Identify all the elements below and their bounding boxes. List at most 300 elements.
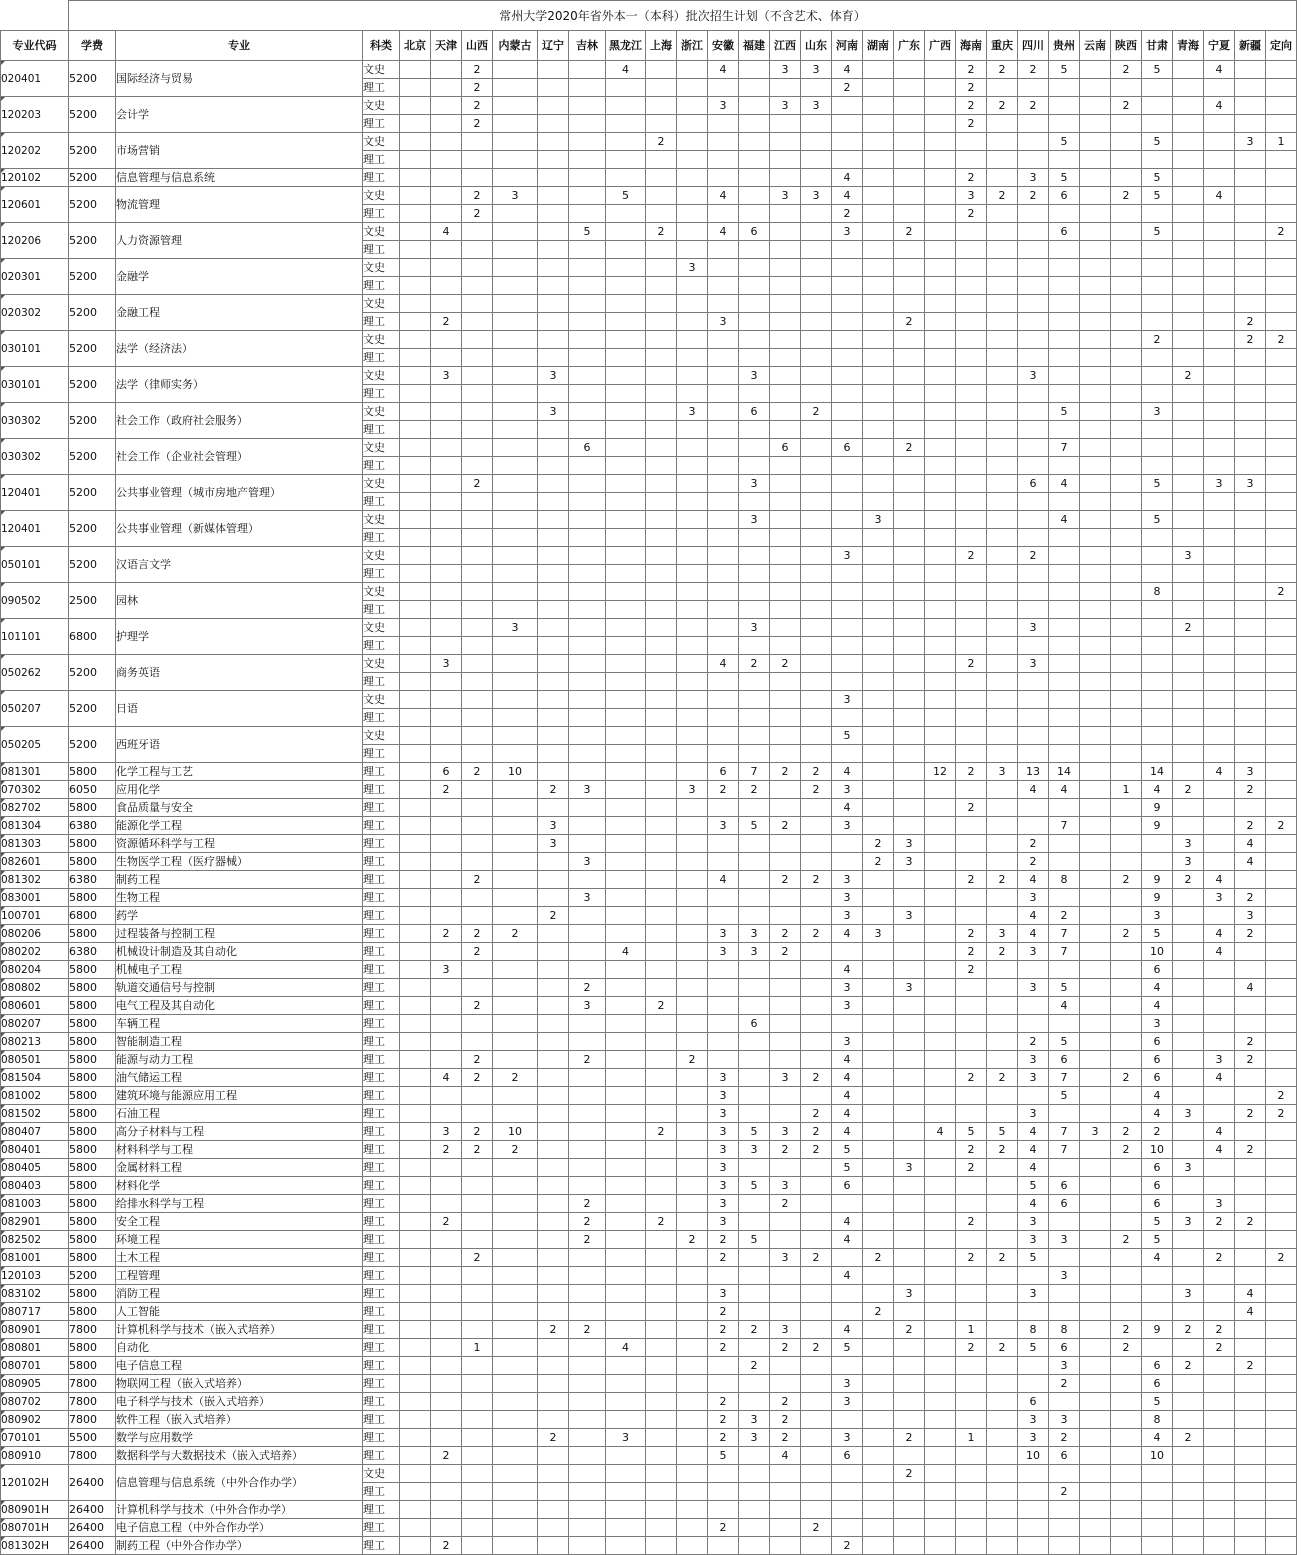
quota-cell xyxy=(832,1285,863,1303)
quota-cell: 6 xyxy=(739,403,770,421)
quota-cell: 5 xyxy=(1018,1249,1049,1267)
quota-cell xyxy=(863,655,894,673)
major-code-cell: 080501 xyxy=(1,1051,69,1069)
quota-cell xyxy=(1173,187,1204,205)
quota-cell xyxy=(677,493,708,511)
quota-cell: 2 xyxy=(894,1321,925,1339)
table-row xyxy=(1,133,1297,151)
quota-cell: 4 xyxy=(1018,1123,1049,1141)
quota-cell xyxy=(987,997,1018,1015)
quota-cell: 2 xyxy=(462,205,493,223)
tuition-cell: 7800 xyxy=(69,1447,116,1465)
quota-cell xyxy=(462,349,493,367)
quota-cell xyxy=(538,61,569,79)
quota-cell xyxy=(677,277,708,295)
table-row xyxy=(1,295,1297,313)
quota-cell xyxy=(956,781,987,799)
quota-cell xyxy=(770,1267,801,1285)
major-code-cell: 090502 xyxy=(1,583,69,619)
quota-cell xyxy=(606,907,646,925)
quota-cell xyxy=(1173,97,1204,115)
table-row xyxy=(1,961,1297,979)
quota-cell xyxy=(493,1015,538,1033)
quota-cell: 2 xyxy=(863,1303,894,1321)
quota-cell xyxy=(1018,817,1049,835)
quota-cell: 3 xyxy=(708,1087,739,1105)
quota-cell: 4 xyxy=(832,187,863,205)
quota-cell: 2 xyxy=(956,61,987,79)
quota-cell xyxy=(770,799,801,817)
quota-cell: 5 xyxy=(1018,1339,1049,1357)
quota-cell: 4 xyxy=(1204,763,1235,781)
header-province: 海南 xyxy=(956,31,987,61)
quota-cell: 2 xyxy=(1111,1321,1142,1339)
quota-cell xyxy=(493,151,538,169)
quota-cell: 13 xyxy=(1018,763,1049,781)
category-cell: 理工 xyxy=(363,1087,400,1105)
major-code-cell: 080902 xyxy=(1,1411,69,1429)
quota-cell: 2 xyxy=(770,655,801,673)
category-cell: 理工 xyxy=(363,853,400,871)
quota-cell: 2 xyxy=(894,439,925,457)
quota-cell xyxy=(1266,277,1297,295)
quota-cell xyxy=(646,1015,677,1033)
table-row xyxy=(1,403,1297,421)
quota-cell xyxy=(1204,1105,1235,1123)
quota-cell xyxy=(1142,295,1173,313)
quota-cell xyxy=(987,331,1018,349)
quota-cell xyxy=(832,1249,863,1267)
quota-cell: 3 xyxy=(708,1069,739,1087)
quota-cell xyxy=(1018,331,1049,349)
quota-cell xyxy=(770,835,801,853)
quota-cell xyxy=(1235,673,1266,691)
quota-cell: 2 xyxy=(739,781,770,799)
quota-cell xyxy=(677,907,708,925)
quota-cell xyxy=(987,673,1018,691)
quota-cell xyxy=(894,1177,925,1195)
quota-cell xyxy=(1049,889,1080,907)
quota-cell xyxy=(987,475,1018,493)
quota-cell xyxy=(894,295,925,313)
quota-cell xyxy=(1080,97,1111,115)
quota-cell xyxy=(863,1537,894,1555)
quota-cell xyxy=(1080,511,1111,529)
quota-cell: 1 xyxy=(1111,781,1142,799)
major-code-cell: 081302 xyxy=(1,871,69,889)
quota-cell xyxy=(677,1411,708,1429)
quota-cell: 4 xyxy=(832,1123,863,1141)
quota-cell xyxy=(1235,277,1266,295)
quota-cell xyxy=(1080,529,1111,547)
quota-cell xyxy=(1173,277,1204,295)
quota-cell xyxy=(801,421,832,439)
quota-cell xyxy=(493,1519,538,1537)
quota-cell xyxy=(1080,961,1111,979)
quota-cell: 2 xyxy=(708,1429,739,1447)
quota-cell xyxy=(801,673,832,691)
quota-cell xyxy=(462,1393,493,1411)
quota-cell: 10 xyxy=(1142,1141,1173,1159)
quota-cell xyxy=(1080,421,1111,439)
quota-cell xyxy=(1080,817,1111,835)
quota-cell xyxy=(1173,1411,1204,1429)
quota-cell xyxy=(606,691,646,709)
quota-cell xyxy=(739,385,770,403)
table-row xyxy=(1,259,1297,277)
quota-cell xyxy=(1204,331,1235,349)
table-row xyxy=(1,1285,1297,1303)
quota-cell: 5 xyxy=(739,1231,770,1249)
quota-cell xyxy=(925,673,956,691)
quota-cell xyxy=(1266,1537,1297,1555)
quota-cell xyxy=(493,583,538,601)
quota-cell xyxy=(462,1033,493,1051)
tuition-cell: 6380 xyxy=(69,871,116,889)
quota-cell xyxy=(863,313,894,331)
quota-cell: 4 xyxy=(431,223,462,241)
quota-cell xyxy=(1235,709,1266,727)
major-code-cell: 081303 xyxy=(1,835,69,853)
quota-cell xyxy=(1142,79,1173,97)
quota-cell xyxy=(1080,1051,1111,1069)
quota-cell xyxy=(956,241,987,259)
quota-cell xyxy=(1173,1537,1204,1555)
quota-cell xyxy=(1266,925,1297,943)
quota-cell xyxy=(400,349,431,367)
quota-cell xyxy=(1142,367,1173,385)
title-row xyxy=(1,1,1297,31)
quota-cell xyxy=(739,349,770,367)
quota-cell xyxy=(770,259,801,277)
quota-cell xyxy=(1080,1537,1111,1555)
tuition-cell: 5200 xyxy=(69,97,116,133)
quota-cell xyxy=(677,151,708,169)
quota-cell: 3 xyxy=(956,187,987,205)
quota-cell xyxy=(493,943,538,961)
quota-cell: 3 xyxy=(1235,133,1266,151)
major-code-cell: 080405 xyxy=(1,1159,69,1177)
quota-cell xyxy=(1235,961,1266,979)
quota-cell xyxy=(956,511,987,529)
quota-cell xyxy=(1111,1267,1142,1285)
quota-cell xyxy=(925,601,956,619)
quota-cell xyxy=(400,637,431,655)
quota-cell xyxy=(801,601,832,619)
quota-cell xyxy=(1266,187,1297,205)
quota-cell: 4 xyxy=(1235,1285,1266,1303)
quota-cell xyxy=(431,151,462,169)
quota-cell xyxy=(606,1015,646,1033)
table-row xyxy=(1,907,1297,925)
quota-cell xyxy=(1204,1393,1235,1411)
quota-cell xyxy=(1018,601,1049,619)
quota-cell xyxy=(493,1447,538,1465)
major-name-cell: 食品质量与安全 xyxy=(116,799,363,817)
major-code-cell: 120103 xyxy=(1,1267,69,1285)
quota-cell: 2 xyxy=(770,817,801,835)
quota-cell: 3 xyxy=(1018,1231,1049,1249)
quota-cell: 4 xyxy=(708,223,739,241)
quota-cell: 3 xyxy=(832,979,863,997)
category-cell: 理工 xyxy=(363,493,400,511)
quota-cell xyxy=(606,151,646,169)
major-name-cell: 社会工作（政府社会服务） xyxy=(116,403,363,439)
quota-cell: 3 xyxy=(1173,547,1204,565)
quota-cell xyxy=(431,547,462,565)
category-cell: 理工 xyxy=(363,1519,400,1537)
header-province: 广东 xyxy=(894,31,925,61)
quota-cell xyxy=(1204,1465,1235,1483)
header-category: 科类 xyxy=(363,31,400,61)
major-code-cell: 080601 xyxy=(1,997,69,1015)
quota-cell: 5 xyxy=(832,1339,863,1357)
quota-cell xyxy=(1111,1033,1142,1051)
quota-cell xyxy=(462,241,493,259)
quota-cell xyxy=(1235,367,1266,385)
quota-cell xyxy=(1080,565,1111,583)
table-body xyxy=(1,61,1297,1555)
quota-cell xyxy=(863,133,894,151)
quota-cell: 5 xyxy=(1142,475,1173,493)
quota-cell xyxy=(1266,1429,1297,1447)
quota-cell xyxy=(770,565,801,583)
quota-cell xyxy=(1266,511,1297,529)
quota-cell xyxy=(493,133,538,151)
quota-cell xyxy=(677,331,708,349)
quota-cell xyxy=(770,1087,801,1105)
quota-cell xyxy=(606,853,646,871)
quota-cell xyxy=(739,61,770,79)
quota-cell: 2 xyxy=(1266,223,1297,241)
quota-cell xyxy=(863,1411,894,1429)
quota-cell xyxy=(1080,259,1111,277)
major-code-cell: 081502 xyxy=(1,1105,69,1123)
quota-cell xyxy=(894,331,925,349)
quota-cell xyxy=(1142,727,1173,745)
quota-cell xyxy=(538,943,569,961)
quota-cell: 3 xyxy=(431,655,462,673)
quota-cell xyxy=(400,97,431,115)
quota-cell xyxy=(1235,187,1266,205)
category-cell: 理工 xyxy=(363,925,400,943)
quota-cell xyxy=(863,1195,894,1213)
quota-cell xyxy=(1049,709,1080,727)
quota-cell: 2 xyxy=(987,1339,1018,1357)
quota-cell: 3 xyxy=(832,871,863,889)
quota-cell xyxy=(1111,1105,1142,1123)
major-code-cell: 120601 xyxy=(1,187,69,223)
quota-cell: 2 xyxy=(569,1195,606,1213)
quota-cell xyxy=(606,223,646,241)
quota-cell: 5 xyxy=(1142,223,1173,241)
tuition-cell: 5500 xyxy=(69,1429,116,1447)
quota-cell xyxy=(863,997,894,1015)
quota-cell xyxy=(538,1483,569,1501)
quota-cell: 2 xyxy=(770,1393,801,1411)
quota-cell xyxy=(708,709,739,727)
quota-cell xyxy=(493,1321,538,1339)
table-row xyxy=(1,655,1297,673)
quota-cell xyxy=(493,223,538,241)
quota-cell xyxy=(863,763,894,781)
quota-cell: 1 xyxy=(462,1339,493,1357)
quota-cell xyxy=(863,1105,894,1123)
quota-cell xyxy=(1266,1123,1297,1141)
quota-cell xyxy=(493,97,538,115)
quota-cell xyxy=(400,727,431,745)
major-code-cell: 080702 xyxy=(1,1393,69,1411)
quota-cell xyxy=(739,457,770,475)
quota-cell: 3 xyxy=(832,889,863,907)
quota-cell xyxy=(1080,187,1111,205)
quota-cell xyxy=(925,295,956,313)
quota-cell xyxy=(708,1465,739,1483)
quota-cell xyxy=(832,313,863,331)
quota-cell xyxy=(1111,349,1142,367)
quota-cell xyxy=(538,169,569,187)
quota-cell: 2 xyxy=(569,1231,606,1249)
quota-cell xyxy=(1204,1285,1235,1303)
quota-cell: 2 xyxy=(1111,97,1142,115)
quota-cell xyxy=(894,511,925,529)
quota-cell xyxy=(1266,691,1297,709)
quota-cell xyxy=(832,493,863,511)
quota-cell: 3 xyxy=(1018,1285,1049,1303)
table-row xyxy=(1,1375,1297,1393)
quota-cell: 2 xyxy=(462,115,493,133)
quota-cell xyxy=(569,97,606,115)
quota-cell xyxy=(1111,169,1142,187)
quota-cell xyxy=(677,835,708,853)
major-code-cell: 080905 xyxy=(1,1375,69,1393)
quota-cell: 2 xyxy=(431,781,462,799)
quota-cell: 4 xyxy=(708,187,739,205)
quota-cell: 2 xyxy=(1111,187,1142,205)
quota-cell xyxy=(925,691,956,709)
quota-cell xyxy=(400,565,431,583)
quota-cell: 4 xyxy=(1142,781,1173,799)
quota-cell xyxy=(801,709,832,727)
quota-cell xyxy=(677,169,708,187)
quota-cell xyxy=(1111,295,1142,313)
quota-cell xyxy=(569,259,606,277)
quota-cell xyxy=(400,943,431,961)
quota-cell xyxy=(1204,1033,1235,1051)
quota-cell xyxy=(1018,1501,1049,1519)
quota-cell: 2 xyxy=(462,475,493,493)
quota-cell xyxy=(925,1141,956,1159)
quota-cell xyxy=(925,367,956,385)
quota-cell xyxy=(400,205,431,223)
quota-cell: 9 xyxy=(1142,889,1173,907)
quota-cell xyxy=(1080,673,1111,691)
quota-cell xyxy=(832,745,863,763)
quota-cell xyxy=(925,583,956,601)
quota-cell xyxy=(431,241,462,259)
quota-cell xyxy=(708,565,739,583)
quota-cell xyxy=(739,853,770,871)
quota-cell xyxy=(925,349,956,367)
quota-cell xyxy=(1049,673,1080,691)
quota-cell xyxy=(646,1429,677,1447)
major-code-cell: 080901H xyxy=(1,1501,69,1519)
quota-cell xyxy=(606,1051,646,1069)
quota-cell xyxy=(1111,1087,1142,1105)
quota-cell xyxy=(569,277,606,295)
quota-cell xyxy=(462,781,493,799)
quota-cell: 3 xyxy=(863,511,894,529)
quota-cell xyxy=(677,1339,708,1357)
tuition-cell: 5200 xyxy=(69,295,116,331)
tuition-cell: 6800 xyxy=(69,619,116,655)
quota-cell xyxy=(493,1195,538,1213)
quota-cell: 6 xyxy=(1142,961,1173,979)
quota-cell xyxy=(956,673,987,691)
quota-cell xyxy=(863,691,894,709)
tuition-cell: 5800 xyxy=(69,1123,116,1141)
quota-cell xyxy=(646,889,677,907)
quota-cell xyxy=(646,457,677,475)
quota-cell xyxy=(801,1177,832,1195)
quota-cell: 2 xyxy=(1235,1033,1266,1051)
quota-cell xyxy=(987,619,1018,637)
quota-cell xyxy=(400,1051,431,1069)
quota-cell xyxy=(832,151,863,169)
quota-cell xyxy=(1204,799,1235,817)
quota-cell xyxy=(538,1537,569,1555)
quota-cell xyxy=(462,745,493,763)
category-cell: 理工 xyxy=(363,601,400,619)
major-code-cell: 120206 xyxy=(1,223,69,259)
quota-cell xyxy=(1049,385,1080,403)
quota-cell: 9 xyxy=(1142,799,1173,817)
quota-cell xyxy=(894,1051,925,1069)
quota-cell: 2 xyxy=(1049,1483,1080,1501)
quota-cell: 7 xyxy=(1049,817,1080,835)
quota-cell: 2 xyxy=(462,1123,493,1141)
quota-cell xyxy=(1080,313,1111,331)
quota-cell xyxy=(956,709,987,727)
quota-cell xyxy=(1173,1195,1204,1213)
quota-cell xyxy=(1266,403,1297,421)
major-name-cell: 轨道交通信号与控制 xyxy=(116,979,363,997)
quota-cell: 2 xyxy=(894,1429,925,1447)
quota-cell: 2 xyxy=(1235,331,1266,349)
quota-cell xyxy=(956,565,987,583)
category-cell: 文史 xyxy=(363,97,400,115)
major-code-cell: 120401 xyxy=(1,475,69,511)
quota-cell: 3 xyxy=(832,223,863,241)
quota-cell xyxy=(1049,97,1080,115)
quota-cell: 4 xyxy=(1142,1249,1173,1267)
major-name-cell: 数据科学与大数据技术（嵌入式培养） xyxy=(116,1447,363,1465)
quota-cell: 3 xyxy=(1173,853,1204,871)
quota-cell: 2 xyxy=(1235,1051,1266,1069)
quota-cell xyxy=(646,1033,677,1051)
quota-cell xyxy=(1111,1483,1142,1501)
quota-cell xyxy=(1266,637,1297,655)
quota-cell xyxy=(1266,79,1297,97)
quota-cell xyxy=(431,1177,462,1195)
quota-cell xyxy=(770,1465,801,1483)
quota-cell xyxy=(770,853,801,871)
quota-cell xyxy=(569,709,606,727)
major-code-cell: 030101 xyxy=(1,331,69,367)
quota-cell xyxy=(400,853,431,871)
quota-cell xyxy=(677,1285,708,1303)
quota-cell xyxy=(1235,1537,1266,1555)
